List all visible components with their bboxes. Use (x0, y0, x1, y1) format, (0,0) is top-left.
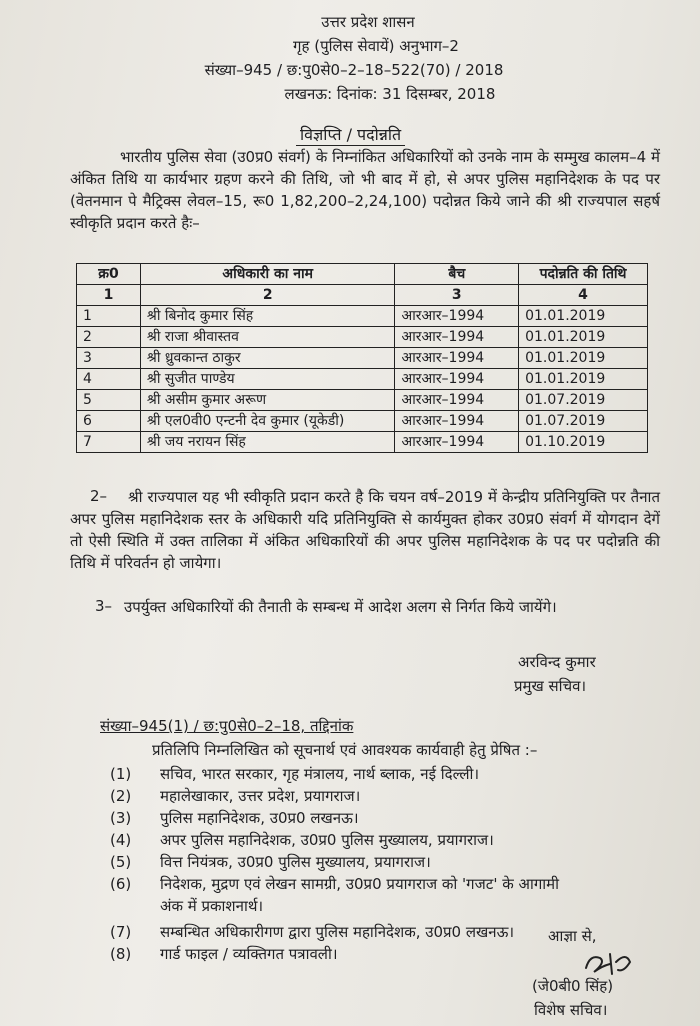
cell-sno: 6 (77, 411, 141, 432)
copy-item-text: निदेशक, मुद्रण एवं लेखन सामग्री, उ0प्र0 प्रयागराज को 'गजट' के आगामी (160, 875, 560, 893)
cell-name: श्री राजा श्रीवास्तव (140, 327, 395, 348)
cell-sno: 7 (77, 432, 141, 453)
document-title: विज्ञप्ति / पदोन्नति (296, 124, 405, 146)
header-reference-number: संख्या–945 / छ:पु0से0–2–18–522(70) / 2018 (204, 61, 504, 79)
copy-item-text-continued: अंक में प्रकाशनार्थ। (160, 897, 264, 915)
cell-sno: 5 (77, 390, 141, 411)
copy-item-number: (5) (110, 853, 132, 871)
para3-text: उपर्युक्त अधिकारियों की तैनाती के सम्बन्ध में आदेश अलग से निर्गत किये जायेंगे। (124, 598, 557, 616)
copy-item-text: सचिव, भारत सरकार, गृह मंत्रालय, नार्थ ब्लाक, नई दिल्ली। (160, 765, 480, 783)
header-department: गृह (पुलिस सेवायें) अनुभाग–2 (293, 37, 459, 55)
copy-item-number: (7) (110, 923, 132, 941)
cell-name: श्री एल0वी0 एन्टनी देव कुमार (यूकेडी) (140, 411, 395, 432)
cell-name: श्री जय नरायन सिंह (140, 432, 395, 453)
signatory1-name: अरविन्द कुमार (518, 653, 596, 671)
cell-batch: आरआर–1994 (395, 390, 519, 411)
cell-batch: आरआर–1994 (395, 411, 519, 432)
table-column-number-row (77, 285, 648, 306)
colnum-2: 2 (140, 285, 395, 306)
header-date: पदोन्नति की तिथि (519, 264, 648, 285)
colnum-4: 4 (519, 285, 648, 306)
copy-item-text: वित्त नियंत्रक, उ0प्र0 पुलिस मुख्यालय, प्रयागराज। (160, 853, 431, 871)
copy-item-text: अपर पुलिस महानिदेशक, उ0प्र0 पुलिस मुख्यालय, प्रयागराज। (160, 831, 494, 849)
cell-batch: आरआर–1994 (395, 306, 519, 327)
endorsement-intro: प्रतिलिपि निम्नलिखित को सूचनार्थ एवं आवश्यक कार्यवाही हेतु प्रेषित :– (152, 741, 538, 759)
cell-date: 01.01.2019 (519, 327, 648, 348)
cell-date: 01.01.2019 (519, 306, 648, 327)
cell-name: श्री बिनोद कुमार सिंह (140, 306, 395, 327)
para2-number: 2– (90, 487, 108, 505)
intro-paragraph: भारतीय पुलिस सेवा (उ0प्र0 संवर्ग) के निम्नांकित अधिकारियों को उनके नाम के सम्मुख कालम–4 में अंकित तिथि या कार्यभार ग्रहण करने की तिथि, जो भी बाद में हो, से अपर पुलिस महानिदेशक के पद पर (वेतनमान पे मैट्रिक्स लेवल–15, रू0 1,82,200–2,24,100) पदोन्नत किये जाने की श्री राज्यपाल सहर्ष स्वीकृति प्रदान करते हैः– (70, 148, 660, 232)
copy-item-text: पुलिस महानिदेशक, उ0प्र0 लखनऊ। (160, 809, 359, 827)
table-row (77, 306, 648, 327)
copy-item-number: (6) (110, 875, 132, 893)
cell-sno: 4 (77, 369, 141, 390)
para3-number: 3– (95, 597, 113, 615)
header-name: अधिकारी का नाम (140, 264, 395, 285)
table-row (77, 411, 648, 432)
cell-date: 01.07.2019 (519, 411, 648, 432)
copy-item-number: (2) (110, 787, 132, 805)
by-order-text: आज्ञा से, (548, 927, 597, 945)
copy-item-number: (4) (110, 831, 132, 849)
cell-sno: 3 (77, 348, 141, 369)
signatory2-name: (जे0बी0 सिंह) (532, 977, 614, 995)
copy-item-number: (8) (110, 945, 132, 963)
officers-table (76, 263, 648, 453)
copy-item-text: महालेखाकार, उत्तर प्रदेश, प्रयागराज। (160, 787, 361, 805)
cell-batch: आरआर–1994 (395, 348, 519, 369)
header-batch: बैच (395, 264, 519, 285)
signatory2-designation: विशेष सचिव। (534, 1001, 608, 1019)
cell-name: श्री असीम कुमार अरूण (140, 390, 395, 411)
header-sno: क्र0 (77, 264, 141, 285)
table-row (77, 369, 648, 390)
cell-name: श्री सुजीत पाण्डेय (140, 369, 395, 390)
cell-sno: 1 (77, 306, 141, 327)
table-header-row (77, 264, 648, 285)
copy-item-text: सम्बन्धित अधिकारीगण द्वारा पुलिस महानिदेशक, उ0प्र0 लखनऊ। (160, 923, 515, 941)
para2-text: श्री राज्यपाल यह भी स्वीकृति प्रदान करते है कि चयन वर्ष–2019 में केन्द्रीय प्रतिनियुक्ति पर तैनात अपर पुलिस महानिदेशक स्तर के अधिकारी यदि प्रतिनियुक्ति से कार्यमुक्त होकर उ0प्र0 संवर्ग में योगदान देगें तो ऐसी स्थिति में उक्त तालिका में अंकित अधिकारियों की अपर पुलिस महानिदेशक के पद पर पदोन्नति की तिथि में परिवर्तन हो जायेगा। (70, 488, 660, 572)
copy-item-number: (3) (110, 809, 132, 827)
colnum-1: 1 (77, 285, 141, 306)
cell-batch: आरआर–1994 (395, 432, 519, 453)
cell-date: 01.01.2019 (519, 348, 648, 369)
table-row (77, 432, 648, 453)
table-row (77, 390, 648, 411)
cell-date: 01.10.2019 (519, 432, 648, 453)
table-row (77, 348, 648, 369)
colnum-3: 3 (395, 285, 519, 306)
header-date: लखनऊ: दिनांक: 31 दिसम्बर, 2018 (284, 85, 496, 103)
table-row (77, 327, 648, 348)
copy-item-text: गार्ड फाइल / व्यक्तिगत पत्रावली। (160, 945, 338, 963)
header-government: उत्तर प्रदेश शासन (321, 13, 415, 31)
cell-batch: आरआर–1994 (395, 327, 519, 348)
copy-item-number: (1) (110, 765, 132, 783)
cell-date: 01.07.2019 (519, 390, 648, 411)
cell-date: 01.01.2019 (519, 369, 648, 390)
endorsement-reference: संख्या–945(1) / छ:पु0से0–2–18, तद्दिनांक (100, 717, 354, 735)
cell-name: श्री ध्रुवकान्त ठाकुर (140, 348, 395, 369)
signatory1-designation: प्रमुख सचिव। (514, 677, 587, 695)
cell-batch: आरआर–1994 (395, 369, 519, 390)
cell-sno: 2 (77, 327, 141, 348)
